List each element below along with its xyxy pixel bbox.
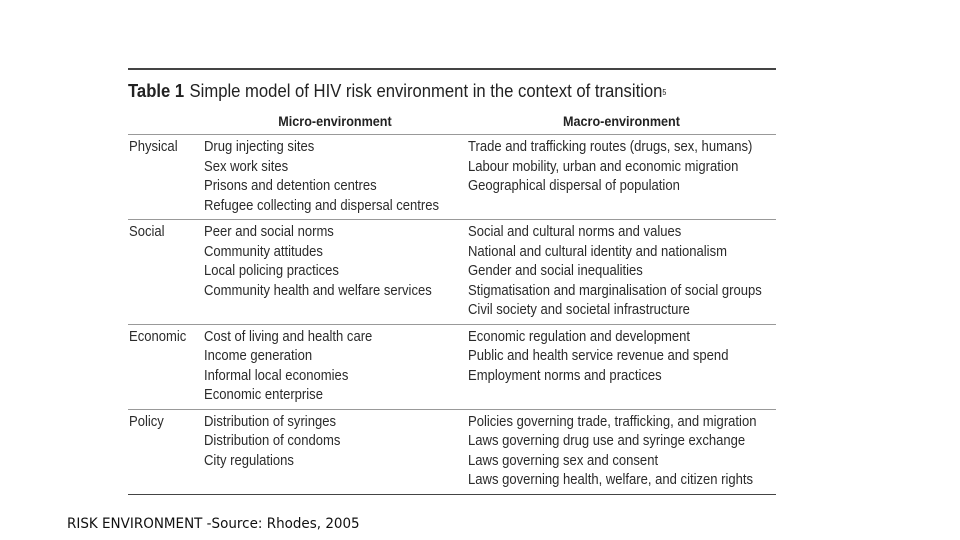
factor-item: Peer and social norms <box>204 224 334 240</box>
factor-item: Laws governing health, welfare, and citizen rights <box>468 472 754 488</box>
factor-item: Drug injecting sites <box>204 139 315 155</box>
factor-item: Economic enterprise <box>204 387 323 403</box>
row-category <box>128 223 204 321</box>
factor-item: City regulations <box>204 452 294 469</box>
factor-item: Stigmatisation and marginalisation of social groups <box>468 282 762 299</box>
factor-item: Social and cultural norms and values <box>468 224 682 240</box>
factor-item: Geographical dispersal of population <box>468 178 680 194</box>
factor-item: Trade and trafficking routes (drugs, sex, humans) <box>468 139 753 155</box>
table-row <box>128 220 776 325</box>
factor-item: Income generation <box>204 348 313 364</box>
macro-environment-cell <box>468 413 789 491</box>
micro-environment-cell <box>204 413 468 491</box>
factor-item: Community health and welfare services <box>204 282 432 299</box>
table-label: Table 1 <box>128 80 185 101</box>
top-rule <box>128 68 776 70</box>
factor-item: Employment norms and practices <box>468 367 662 384</box>
table-body <box>128 135 776 495</box>
category-label: Policy <box>129 413 164 430</box>
table-header-row <box>128 108 776 135</box>
micro-environment-cell <box>204 223 468 321</box>
caption-reference: 5 <box>662 88 667 97</box>
source-footer: RISK ENVIRONMENT -Source: Rhodes, 2005 <box>67 516 360 532</box>
row-category <box>128 413 204 491</box>
table-row <box>128 135 776 220</box>
factor-item: Policies governing trade, trafficking, and migration <box>468 413 757 430</box>
header-macro-environment: Macro-environment <box>563 113 680 129</box>
category-label: Physical <box>129 139 178 155</box>
macro-environment-cell <box>468 223 794 321</box>
factor-item: Prisons and detention centres <box>204 178 377 194</box>
header-micro-environment: Micro-environment <box>278 113 392 129</box>
factor-item: Local policing practices <box>204 263 339 279</box>
factor-item: Distribution of syringes <box>204 413 337 430</box>
factor-item: Civil society and societal infrastructure <box>468 302 690 318</box>
factor-item: Sex work sites <box>204 158 289 175</box>
factor-item: Labour mobility, urban and economic migration <box>468 158 739 175</box>
row-category <box>128 328 204 406</box>
factor-item: Informal local economies <box>204 367 349 384</box>
table-row <box>128 410 776 495</box>
factor-item: Refugee collecting and dispersal centres <box>204 197 440 214</box>
factor-item: Gender and social inequalities <box>468 263 643 279</box>
category-label: Economic <box>129 328 187 345</box>
factor-item: Cost of living and health care <box>204 328 373 345</box>
factor-item: Laws governing sex and consent <box>468 452 659 469</box>
hiv-risk-table <box>128 68 776 495</box>
table-caption <box>128 78 711 104</box>
table-row <box>128 325 776 410</box>
category-label: Social <box>129 224 165 240</box>
micro-environment-cell <box>204 328 468 406</box>
table-caption-text: Simple model of HIV risk environment in the context of transition <box>189 80 663 101</box>
factor-item: Distribution of condoms <box>204 433 341 449</box>
factor-item: Economic regulation and development <box>468 328 690 345</box>
factor-item: National and cultural identity and nationalism <box>468 243 727 260</box>
macro-environment-cell <box>468 138 784 216</box>
row-category <box>128 138 204 216</box>
macro-environment-cell <box>468 328 776 406</box>
factor-item: Community attitudes <box>204 243 323 260</box>
micro-environment-cell <box>204 138 468 216</box>
factor-item: Laws governing drug use and syringe exchange <box>468 433 746 449</box>
factor-item: Public and health service revenue and spend <box>468 348 729 364</box>
